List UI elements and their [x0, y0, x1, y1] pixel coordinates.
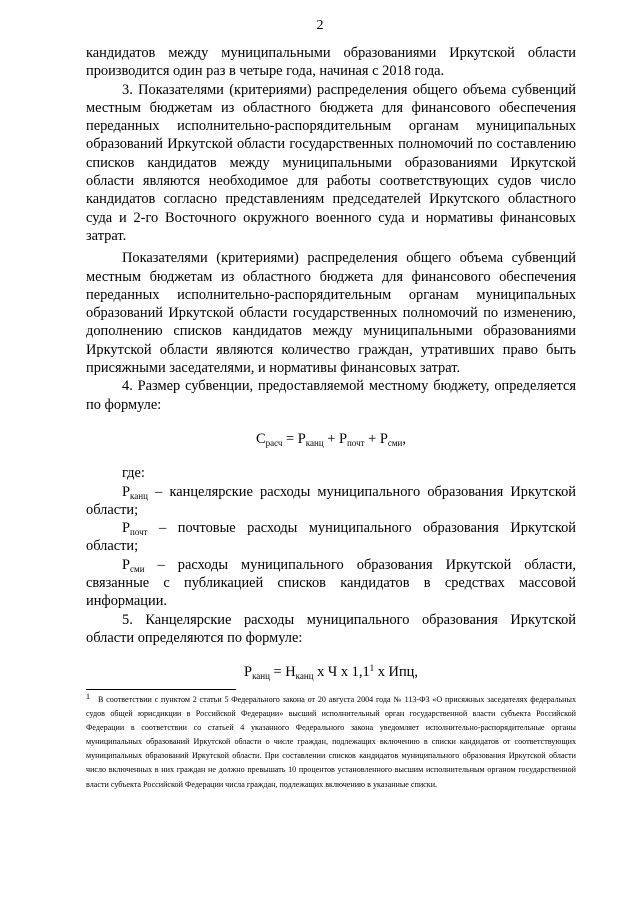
definition-media-costs: $P_{сми}$ – расходы муниципального образования Иркутской области, связанные с публикацией списков кандидатов в средствах массовой информации. [86, 556, 576, 610]
document-body [86, 44, 576, 698]
paragraph-3-second: Показателями (критериями) распределения общего объема субвенций местным бюджетам из областного бюджета для финансового обеспечения переданных исполнительно-распорядительным органам муниципальных образований Иркутской области государственных полномочий по изменению, дополнению списков кандидатов между муниципальными образованиями Иркутской области являются количество граждан, утративших право быть присяжными заседателями, и нормативы финансовых затрат. [86, 250, 576, 377]
footnote [86, 693, 576, 792]
definition-postal-costs: $P_{почт}$ – почтовые расходы муниципального образования Иркутской области; [86, 520, 576, 555]
footnote-text: В соответствии с пунктом 2 статьи 5 Федерального закона от 20 августа 2004 года № 113-ФЗ «О присяжных заседателях федеральных судов общей юрисдикции в Российской Федерации» высший исполнительный орган государственной власти субъекта Российской Федерации в соответствии со статьей 4 указанного Федерального закона уведомляет исполнительно-распорядительные органы муниципальных образований Иркутской области о числе граждан, подлежащих включению в списки кандидатов от соответствующих муниципальных образований Иркутской области. При составлении списков кандидатов муниципального образования Иркутской области число включенных в них граждан не должно превышать 10 процентов установленного высшим исполнительным органом государственной власти субъекта Российской Федерации числа граждан, подлежащих включению в указанные списки. [86, 695, 576, 789]
footnote-separator [86, 689, 236, 690]
footnote-mark: 1 [86, 692, 90, 701]
paragraph-4: 4. Размер субвенции, предоставляемой местному бюджету, определяется по формуле: [86, 378, 576, 413]
formula-office-costs: $P_{канц} = H_{канц}$ x Ч x $1,1^1$ x Ипц, [244, 663, 418, 682]
formula-subvention: $C_{расч} = P_{канц} + P_{почт} + P_{сми}$, [256, 430, 406, 448]
paragraph-5: 5. Канцелярские расходы муниципального образования Иркутской области определяются по формуле: [86, 611, 576, 646]
where-label: где: [122, 465, 145, 482]
paragraph-3: 3. Показателями (критериями) распределения общего объема субвенций местным бюджетам из областного бюджета для финансового обеспечения переданных исполнительно-распорядительным органам муниципальных образований Иркутской области государственных полномочий по составлению списков кандидатов между муниципальными образованиями Иркутской области являются необходимое для работы соответствующих судов число кандидатов согласно представлениям председателей Иркутского областного суда и 2-го Восточного окружного военного суда и нормативы финансовых затрат. [86, 81, 576, 244]
page-number: 2 [316, 18, 324, 33]
definition-office-costs: $P_{канц}$ – канцелярские расходы муниципального образования Иркутской области; [86, 483, 576, 518]
paragraph-continuation: кандидатов между муниципальными образованиями Иркутской области производится один раз в четыре года, начиная с 2018 года. [86, 45, 576, 80]
